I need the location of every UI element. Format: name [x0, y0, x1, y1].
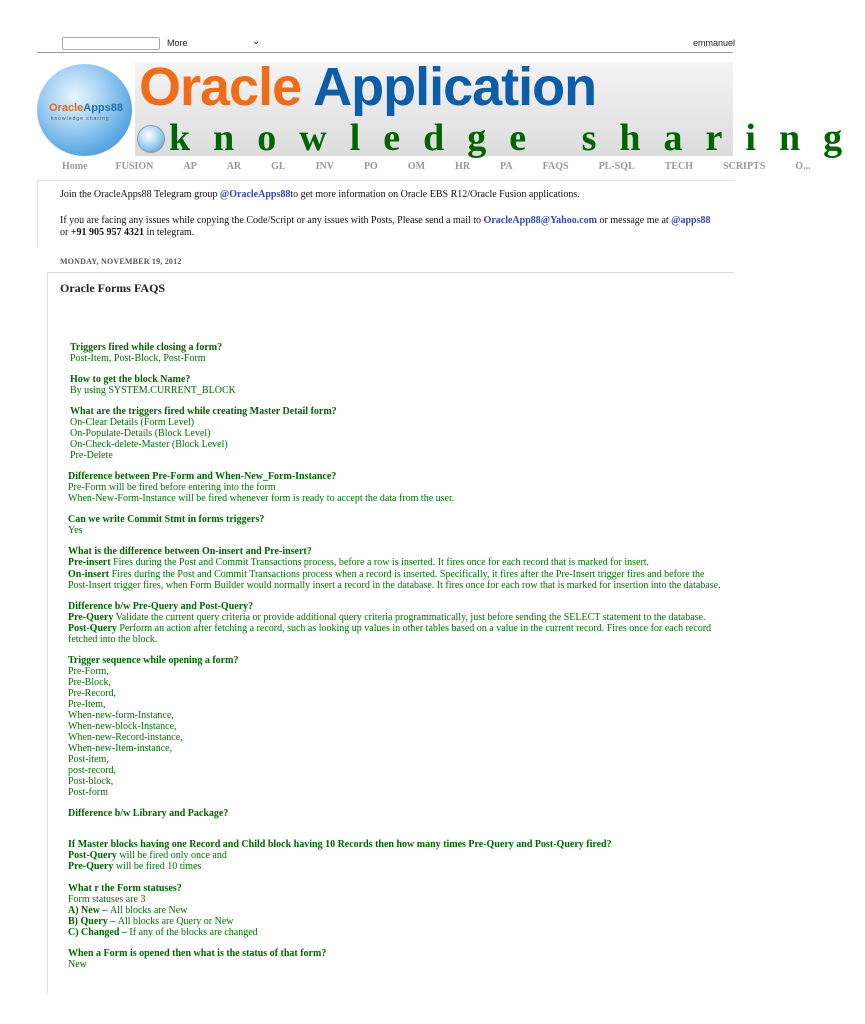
faq-term: On-insert: [68, 569, 110, 580]
banner-word-applications: Application: [313, 57, 597, 117]
faq-term: Pre-insert: [68, 557, 111, 568]
faq-answer: [68, 927, 258, 938]
faq-term: A) New –: [68, 905, 110, 916]
phone-number: +91 905 957 4321: [70, 227, 145, 238]
tab-faqs[interactable]: FAQS: [542, 161, 569, 172]
tab-pa[interactable]: PA: [500, 161, 513, 172]
faq-answer: By using SYSTEM.CURRENT_BLOCK: [70, 385, 236, 396]
faq-answer: New: [68, 959, 87, 970]
tab-po[interactable]: PO: [363, 161, 378, 172]
faq-question: Can we write Commit Stmt in forms triggers?: [68, 514, 265, 525]
faq-question: Difference b/w Pre-Query and Post-Query?: [68, 601, 254, 612]
faq-answer: [68, 861, 201, 872]
faq-answer: [68, 557, 649, 568]
faq-question: When a Form is opened then what is the status of that form?: [68, 948, 327, 959]
faq-answer: Post-Item, Post-Block, Post-Form: [70, 353, 206, 364]
logo-subtitle: knowledge sharing: [51, 116, 110, 122]
sequence-item: Pre-Item,: [68, 699, 106, 710]
announcement-text: or: [60, 227, 71, 238]
faq-question: What is the difference between On-insert and Pre-insert?: [68, 546, 312, 557]
faq-answer-text: If any of the blocks are changed: [129, 927, 258, 938]
faq-answer: On-Clear Details (Form Level): [70, 417, 195, 428]
faq-answer-text: Validate the current query criteria or provide additional query criteria programmatically, just before sending the SELECT statement to the database.: [113, 612, 706, 623]
faq-answer: When-New-Form-Instance will be fired whenever form is ready to accept the data from the user.: [68, 493, 455, 504]
tab-o[interactable]: O...: [795, 161, 811, 172]
faq-answer: [68, 905, 187, 916]
faq-answer: fetched into the block.: [68, 634, 158, 645]
faq-term: B) Query –: [68, 916, 118, 927]
logo-apps-word: Apps88: [83, 102, 123, 114]
faq-question: What are the triggers fired while creating Master Detail form?: [70, 406, 337, 417]
sequence-item: When-new-Record-instance,: [68, 732, 183, 743]
tab-gl[interactable]: GL: [271, 161, 286, 172]
faq-answer: [68, 623, 711, 634]
sequence-item: When-new-block-Instance,: [68, 721, 177, 732]
banner-subtitle: knowledge sharing: [169, 117, 865, 159]
faq-answer: [68, 569, 704, 580]
faq-answer-text: All blocks are Query or New: [117, 916, 234, 927]
faq-question: How to get the block Name?: [70, 374, 191, 385]
faq-answer-text: Fires during the Post and Commit Transactions process, before a row is inserted. It fires once for each record that is marked for insert.: [110, 557, 650, 568]
sequence-item: Pre-Record,: [68, 688, 117, 699]
announcement-text: If you are facing any issues while copying the Code/Script or any issues with Posts, Please send a mail to: [60, 215, 484, 226]
faq-answer-text: will be fired 10 times: [113, 861, 202, 872]
sequence-item: Post-form: [68, 787, 108, 798]
faq-term: Pre-Query: [68, 861, 114, 872]
faq-question: Difference between Pre-Form and When-New_Form-Instance?: [68, 471, 337, 482]
tab-hr[interactable]: HR: [455, 161, 471, 172]
faq-answer-text: Perform an action after fetching a record, such as looking up values in other tables based on a value in the current record. Fires once for each record: [116, 623, 712, 634]
tab-pl-sql[interactable]: PL-SQL: [598, 161, 635, 172]
faq-question: Trigger sequence while opening a form?: [68, 655, 239, 666]
sequence-item: Pre-Form,: [68, 666, 109, 677]
sequence-item: When-new-form-Instance,: [68, 710, 174, 721]
faq-term: Pre-Query: [68, 612, 114, 623]
telegram-group-link[interactable]: @OracleApps88: [219, 189, 291, 200]
tab-inv[interactable]: INV: [315, 161, 334, 172]
faq-answer: [68, 612, 705, 623]
more-menu[interactable]: More: [167, 38, 188, 48]
tab-tech[interactable]: TECH: [664, 161, 694, 172]
faq-question: What r the Form statuses?: [68, 883, 182, 894]
announcement-text: in telegram.: [144, 227, 195, 238]
faq-answer: Post-Insert trigger fires, when Form Builder would normally insert a record in the database. It fires once for each row that is marked for insertion into the database.: [68, 580, 721, 591]
faq-answer: On-Populate-Details (Block Level): [70, 428, 211, 439]
banner-word-oracle: Oracle: [139, 57, 302, 117]
logo-oracle-word: Oracle: [49, 102, 84, 114]
tab-home[interactable]: Home: [62, 161, 88, 172]
faq-answer: Pre-Form will be fired before entering into the form: [68, 482, 276, 493]
sequence-item: Post-block,: [68, 776, 114, 787]
tab-scripts[interactable]: SCRIPTS: [723, 161, 766, 172]
sequence-item: When-new-Item-instance,: [68, 743, 173, 754]
tab-ar[interactable]: AR: [226, 161, 242, 172]
faq-question: Difference b/w Library and Package?: [68, 808, 229, 819]
faq-answer: [68, 916, 234, 927]
faq-answer-text: All blocks are New: [109, 905, 188, 916]
announcement-text: Join the OracleApps88 Telegram group: [60, 189, 220, 200]
post-title[interactable]: Oracle Forms FAQS: [60, 281, 166, 295]
sequence-item: post-record,: [68, 765, 117, 776]
faq-term: Post-Query: [68, 623, 117, 634]
post-date-header: MONDAY, NOVEMBER 19, 2012: [60, 257, 182, 266]
chevron-down-icon[interactable]: ⌄: [252, 36, 261, 47]
faq-question: If Master blocks having one Record and Child block having 10 Records then how many times Pre-Query and Post-Query fired?: [68, 839, 612, 850]
faq-answer-text: Fires during the Post and Commit Transactions process when a record is inserted. Specifically, it fires after the Pre-Insert trigger fires and before the: [109, 569, 705, 580]
faq-answer: Pre-Delete: [70, 450, 113, 461]
email-link[interactable]: OracleApp88@Yahoo.com: [483, 215, 598, 226]
tab-ap[interactable]: AP: [183, 161, 197, 172]
faq-answer: Form statuses are 3: [68, 894, 146, 905]
tab-fusion[interactable]: FUSION: [115, 161, 154, 172]
faq-answer: [68, 850, 227, 861]
telegram-user-link[interactable]: @apps88: [671, 215, 711, 226]
faq-question: Triggers fired while closing a form?: [70, 342, 223, 353]
sequence-item: Pre-Block,: [68, 677, 112, 688]
tab-om[interactable]: OM: [407, 161, 426, 172]
user-account-link[interactable]: emmanuel: [693, 38, 736, 48]
faq-answer: Yes: [68, 525, 83, 536]
sequence-item: Post-item,: [68, 754, 109, 765]
announcement-text: or message me at: [597, 215, 672, 226]
faq-term: C) Changed –: [68, 927, 130, 938]
faq-answer-text: will be fired only once and: [116, 850, 227, 861]
faq-term: Post-Query: [68, 850, 117, 861]
faq-answer: On-Check-delete-Master (Block Level): [70, 439, 228, 450]
announcement-text: to get more information on Oracle EBS R12/Oracle Fusion applications.: [290, 189, 580, 200]
